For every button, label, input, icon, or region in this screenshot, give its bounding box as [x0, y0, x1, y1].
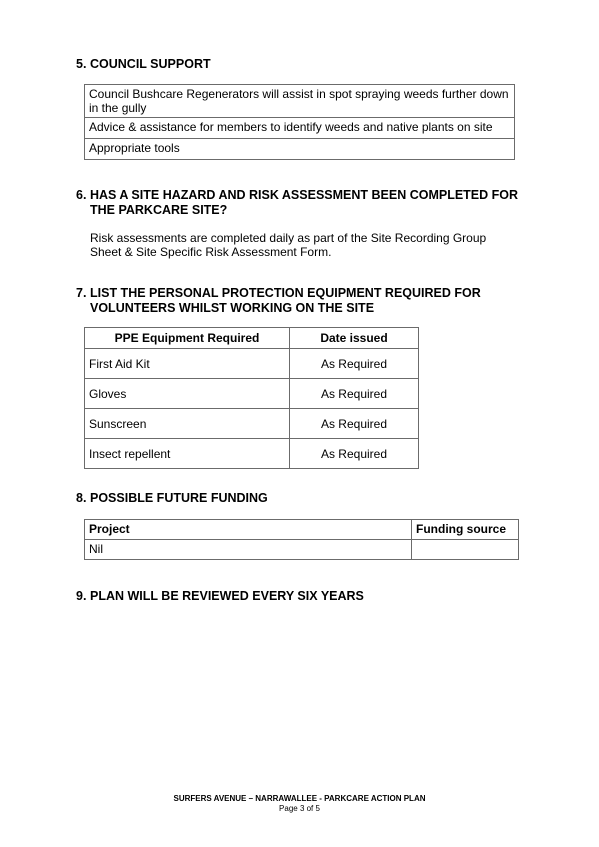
footer-title: SURFERS AVENUE – NARRAWALLEE - PARKCARE ACTION PLAN [173, 794, 426, 803]
column-header: Project [85, 520, 412, 540]
table-cell: Advice & assistance for members to identify weeds and native plants on site [85, 118, 515, 139]
section-8-heading [76, 491, 536, 507]
ppe-item-cell: Insect repellent [85, 439, 290, 469]
section-6-body: Risk assessments are completed daily as part of the Site Recording Group Sheet & Site Specific Risk Assessment Form. [90, 231, 487, 259]
section-title: HAS A SITE HAZARD AND RISK ASSESSMENT BEEN COMPLETED FOR THE PARKCARE SITE? [90, 188, 519, 217]
table-row [85, 409, 419, 439]
table-row [85, 139, 515, 160]
ppe-table [84, 327, 419, 469]
project-cell: Nil [85, 540, 412, 560]
ppe-item-cell: First Aid Kit [85, 349, 290, 379]
council-support-table [84, 84, 515, 160]
table-row [85, 379, 419, 409]
table-row [85, 349, 419, 379]
section-title: PLAN WILL BE REVIEWED EVERY SIX YEARS [90, 589, 364, 603]
section-number: 9. [76, 589, 87, 603]
page-footer [0, 794, 599, 814]
column-header: Funding source [412, 520, 519, 540]
table-cell: Appropriate tools [85, 139, 515, 160]
table-row [85, 85, 515, 118]
date-issued-cell: As Required [290, 379, 419, 409]
funding-source-cell [412, 540, 519, 560]
table-row [85, 118, 515, 139]
date-issued-cell: As Required [290, 349, 419, 379]
table-row [85, 439, 419, 469]
section-number: 6. [76, 188, 87, 202]
section-9-heading [76, 589, 536, 605]
funding-table [84, 519, 519, 560]
section-number: 8. [76, 491, 87, 505]
table-header-row [85, 328, 419, 349]
section-number: 7. [76, 286, 87, 300]
section-title: LIST THE PERSONAL PROTECTION EQUIPMENT REQUIRED FOR VOLUNTEERS WHILST WORKING ON THE SITE [90, 286, 481, 315]
column-header: Date issued [290, 328, 419, 349]
ppe-item-cell: Gloves [85, 379, 290, 409]
column-header: PPE Equipment Required [85, 328, 290, 349]
table-row [85, 540, 519, 560]
ppe-item-cell: Sunscreen [85, 409, 290, 439]
table-header-row [85, 520, 519, 540]
page-number: Page 3 of 5 [279, 804, 320, 813]
section-number: 5. [76, 57, 87, 71]
section-7-heading [76, 286, 536, 318]
section-5-heading [76, 57, 536, 73]
section-title: POSSIBLE FUTURE FUNDING [90, 491, 268, 505]
section-title: COUNCIL SUPPORT [90, 57, 211, 71]
table-cell: Council Bushcare Regenerators will assist in spot spraying weeds further down in the gully [85, 85, 515, 118]
date-issued-cell: As Required [290, 439, 419, 469]
section-6-heading [76, 188, 536, 220]
date-issued-cell: As Required [290, 409, 419, 439]
